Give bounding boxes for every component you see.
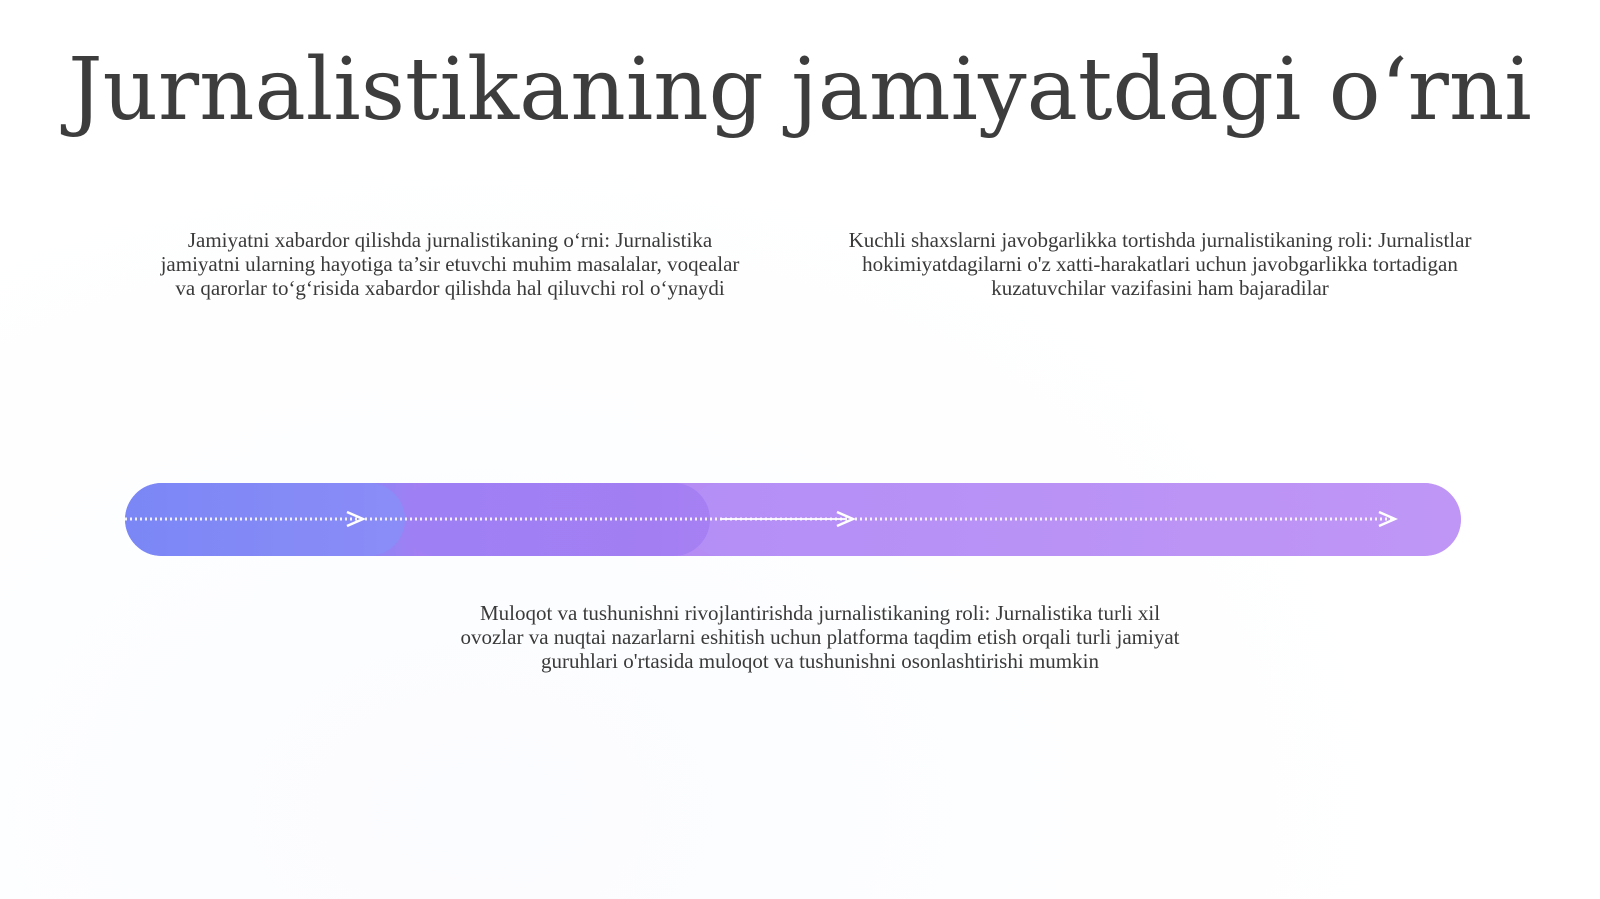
text-block-informing: Jamiyatni xabardor qilishda jurnalistikaning o‘rni: Jurnalistika jamiyatni ularning hayotiga ta’sir etuvchi muhim masalalar, voqealar va qarorlar to‘g‘risida xabardor qilishda hal qiluvchi rol o‘ynaydi	[160, 228, 740, 300]
text-block-dialogue: Muloqot va tushunishni rivojlantirishda jurnalistikaning roli: Jurnalistika turli xil ovozlar va nuqtai nazarlarni eshitish uchun platforma taqdim etish orqali turli jamiyat guruhlari o'rtasida muloqot va tushunishni osonlashtirishi mumkin	[460, 601, 1180, 673]
timeline-arrows	[125, 483, 1461, 556]
text-block-accountability: Kuchli shaxslarni javobgarlikka tortishda jurnalistikaning roli: Jurnalistlar hokimiyatdagilarni o'z xatti-harakatlari uchun javobgarlikka tortadigan kuzatuvchilar vazifasini ham bajaradilar	[848, 228, 1472, 300]
timeline-bar	[125, 483, 1461, 556]
slide-title: Jurnalistikaning jamiyatdagi o‘rni	[68, 40, 1532, 140]
